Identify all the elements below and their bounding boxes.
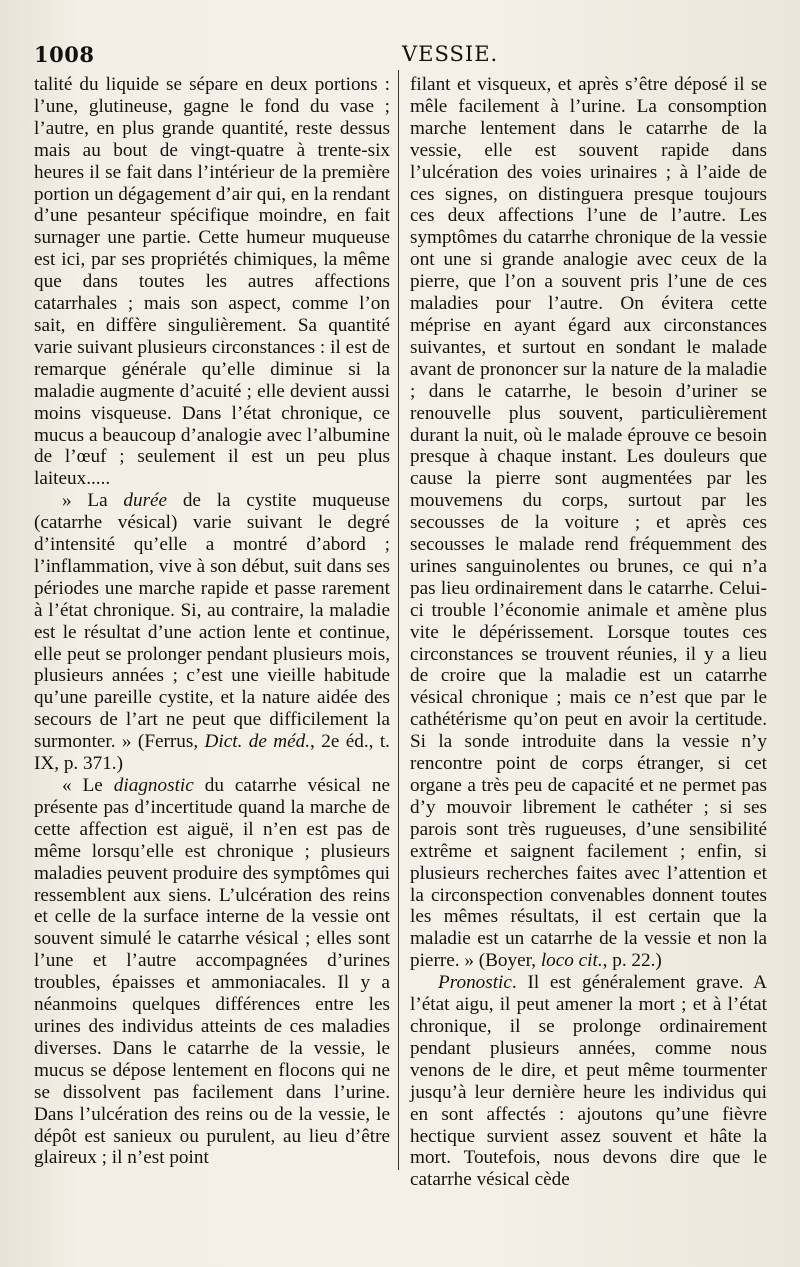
paragraph	[34, 490, 390, 775]
italic-text: Pronostic	[438, 972, 512, 994]
running-head: VESSIE.	[402, 42, 499, 66]
italic-text: Dict. de méd.	[204, 731, 311, 753]
text-run: « Le	[62, 775, 114, 796]
page-header	[34, 42, 794, 72]
text-run: de la cystite muqueuse (catarrhe vésical) varie suivant le degré d’intensité qu’elle a montré d’abord ; l’inflammation, vive à son début, suit dans ses périodes une marche rapide et passe rarement à l’état chronique. Si, au contraire, la maladie est le résultat d’une action lente et continue, elle peut se prolonger pendant plusieurs mois, plusieurs années ; c’est une vieille habitude qu’une pareille cystite, et la nature aidée des secours de l’art ne peut que difficilement la surmonter. » (Ferrus,	[34, 490, 390, 753]
italic-text: loco cit.	[540, 950, 603, 972]
italic-text: durée	[123, 490, 168, 512]
text-run: , p. 22.)	[602, 950, 662, 972]
text-run: talité du liquide se sépare en deux portions : l’une, glutineuse, gagne le fond du vase ; l’autre, en plus grande quantité, reste dessus mais au bout de vingt-quatre à trente-six heures il se fait dans l’intérieur de la première portion un dégagement d’air qui, en la rendant d’une pesanteur spécifique moindre, en fait surnager une partie. Cette humeur muqueuse est ici, par ses propriétés chimiques, la même que dans toutes les autres affections catarrhales ; mais son aspect, comme l’on sait, en diffère singulièrement. Sa quantité varie suivant plusieurs circonstances : il est de remarque générale qu’elle diminue si la maladie augmente d’acuité ; elle devient aussi moins visqueuse. Dans l’état chronique, ce mucus a beaucoup d’analogie avec l’albumine de l’œuf ; seulement il est un peu plus laiteux.....	[34, 74, 390, 490]
text-run: du catarrhe vésical ne présente pas d’incertitude quand la marche de cette affection est aiguë, il n’en est pas de même lorsqu’elle est chronique ; plusieurs maladies peuvent produire des symptômes qui ressemblent aux siens. L’ulcération des reins et celle de la surface interne de la vessie ont souvent simulé le catarrhe vésical ; elles sont l’une et l’autre accompagnées d’urines troubles, épaisses et ammoniacales. Il y a néanmoins quelques différences entre les urines des individus atteints de ces maladies diverses. Dans le catarrhe de la vessie, le mucus se dépose lentement en flocons qui ne se dissolvent pas facilement dans l’urine. Dans l’ulcération des reins ou de la vessie, le dépôt est sanieux ou purulent, au lieu d’être glaireux ; il n’est point	[34, 775, 390, 1169]
paragraph	[34, 775, 390, 1169]
paragraph	[34, 74, 390, 490]
text-run: , 2e éd., t. IX, p. 371.)	[34, 731, 390, 775]
column-divider	[398, 70, 399, 1170]
left-column	[34, 74, 390, 1169]
paragraph	[410, 972, 767, 1191]
text-run: . Il est généralement grave. A l’état aigu, il peut amener la mort ; et à l’état chronique, il se prolonge ordinairement pendant plusieurs années, comme nous venons de le dire, et peut même tourmenter jusqu’à leur dernière heure les individus qui en sont affectés : ajoutons qu’une fièvre hectique survient assez souvent et hâte la mort. Toutefois, nous devons dire que le catarrhe vésical cède	[410, 972, 767, 1191]
text-run: filant et visqueux, et après s’être déposé il se mêle facilement à l’urine. La consomption marche lentement dans le catarrhe de la vessie, elle est souvent rapide dans l’ulcération des voies urinaires ; à l’aide de ces signes, on distinguera presque toujours ces deux affections l’une de l’autre. Les symptômes du catarrhe chronique de la vessie ont une si grande analogie avec ceux de la pierre, que l’on a souvent pris l’une de ces maladies pour l’autre. On évitera cette méprise en ayant égard aux circonstances suivantes, et surtout en sondant le malade avant de prononcer sur la nature de la maladie ; dans le catarrhe, le besoin d’uriner se renouvelle plus souvent, particulièrement durant la nuit, où le malade éprouve ce besoin presque à chaque instant. Les douleurs que cause la pierre sont augmentées par les mouvemens du corps, surtout par les secousses de la voiture ; et après ces secousses le malade rend fréquemment des urines sanguinolentes ou brunes, ce qui n’a pas lieu ordinairement dans le catarrhe. Celui-ci trouble l’économie animale et amène plus vite le dépérissement. Lorsque toutes ces circonstances se trouvent réunies, il y a lieu de croire que la maladie est un catarrhe vésical chronique ; mais ce n’est que par le cathétérisme qu’on peut en avoir la certitude. Si la sonde introduite dans la vessie n’y rencontre point de corps étranger, si cet organe a très peu de capacité et ne permet pas d’y mouvoir librement le cathéter ; si ses parois sont très rugueuses, d’une sensibilité extrême et saignent facilement ; enfin, si plusieurs recherches faites avec l’attention et la circonspection convenables donnent toutes les mêmes résultats, il est certain que la maladie est un catarrhe de la vessie et non la pierre. » (Boyer,	[410, 74, 767, 972]
italic-text: diagnostic	[113, 775, 194, 796]
text-run: » La	[62, 490, 124, 512]
right-column	[410, 74, 767, 1191]
page-number: 1008	[34, 42, 95, 67]
paragraph	[410, 74, 767, 972]
